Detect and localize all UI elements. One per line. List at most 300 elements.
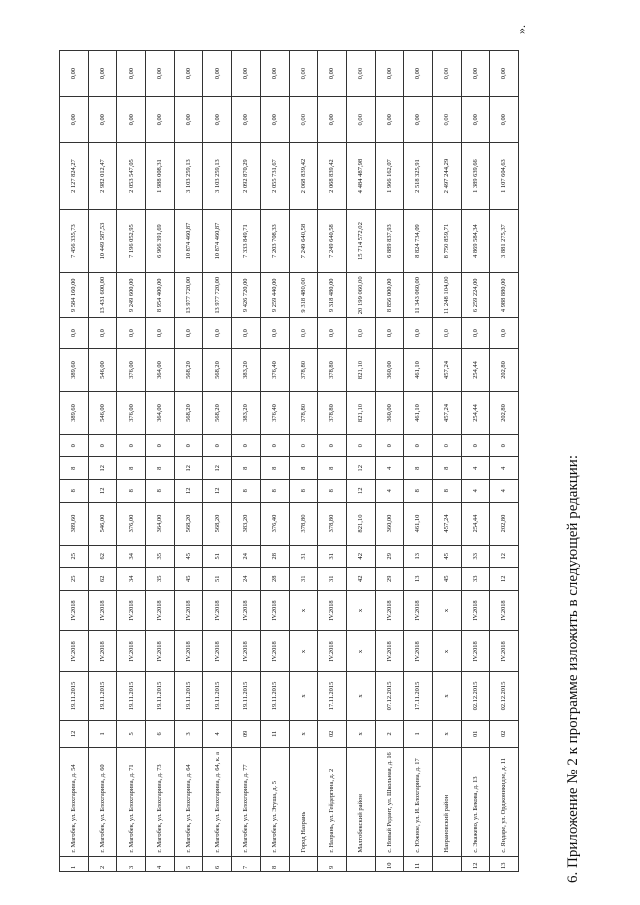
table-cell: 0 xyxy=(461,434,490,457)
table-cell: 3 xyxy=(174,720,203,748)
table-row xyxy=(146,51,175,872)
table-cell: 0,00 xyxy=(432,97,461,143)
table-cell: 12 xyxy=(203,457,232,480)
table-cell: 25 xyxy=(60,568,89,591)
table-cell: 51 xyxy=(203,568,232,591)
table-cell: 2 xyxy=(375,720,404,748)
table-cell: 0,00 xyxy=(117,51,146,97)
table-cell: 6 889 837,93 xyxy=(375,209,404,272)
table-cell: 376,00 xyxy=(117,392,146,435)
table-row xyxy=(289,51,318,872)
table-cell: 0,0 xyxy=(432,318,461,349)
table-cell: 11 xyxy=(260,720,289,748)
table-cell: 19.11.2015 xyxy=(203,672,232,720)
table-row xyxy=(432,51,461,872)
table-cell: 4 484 487,98 xyxy=(346,143,375,210)
table-cell: x xyxy=(432,720,461,748)
address-cell: с. Яндаре, ул. Орджоникидзе, д. 11 xyxy=(490,748,519,857)
table-cell: 1 389 639,66 xyxy=(461,143,490,210)
table-cell: 0,00 xyxy=(260,51,289,97)
table-cell: 4 xyxy=(375,480,404,503)
table-cell: 7 249 640,58 xyxy=(318,209,347,272)
table-cell: x xyxy=(289,631,318,672)
table-cell: IV.2018 xyxy=(88,590,117,631)
table-cell: 0 xyxy=(404,434,433,457)
table-cell: 8 xyxy=(232,457,261,480)
table-cell: 2 982 012,47 xyxy=(88,143,117,210)
table-cell: 3 103 259,13 xyxy=(203,143,232,210)
table-cell: x xyxy=(432,672,461,720)
table-cell: 1 xyxy=(60,856,89,871)
table-cell: 376,40 xyxy=(260,349,289,392)
table-cell: 28 xyxy=(260,545,289,568)
table-cell: 0,00 xyxy=(88,97,117,143)
table-cell: IV.2018 xyxy=(117,590,146,631)
table-cell: 383,20 xyxy=(232,349,261,392)
address-cell: Малгобекский район xyxy=(346,748,375,857)
table-cell: 6 259 224,00 xyxy=(461,273,490,318)
table-cell: x xyxy=(289,590,318,631)
table-cell: 202,80 xyxy=(490,349,519,392)
table-cell: 31 xyxy=(289,545,318,568)
table-cell: 11 xyxy=(404,856,433,871)
table-cell: 19.11.2015 xyxy=(60,672,89,720)
table-row xyxy=(318,51,347,872)
table-cell: 821,10 xyxy=(346,502,375,545)
table-cell: 45 xyxy=(432,545,461,568)
address-cell: г. Магобек, ул. Блохгарииа, д. 54 xyxy=(60,748,89,857)
table-cell: 2 092 870,29 xyxy=(232,143,261,210)
table-cell: 457,24 xyxy=(432,349,461,392)
table-cell: 4 xyxy=(490,457,519,480)
table-cell: 0 xyxy=(146,434,175,457)
table-row xyxy=(490,51,519,872)
table-cell: 34 xyxy=(117,568,146,591)
table-row xyxy=(174,51,203,872)
table-cell: 8 xyxy=(146,480,175,503)
table-cell: IV.2018 xyxy=(146,590,175,631)
appendix-heading: 6. Приложение № 2 к программе изложить в следующей редакции: xyxy=(565,455,581,883)
table-row xyxy=(375,51,404,872)
table-cell: 0,0 xyxy=(260,318,289,349)
table-cell: x xyxy=(346,672,375,720)
table-cell: 45 xyxy=(432,568,461,591)
table-cell: 9 249 600,00 xyxy=(117,273,146,318)
table-cell: IV.2018 xyxy=(232,590,261,631)
table-cell: x xyxy=(346,631,375,672)
table-cell: 24 xyxy=(232,568,261,591)
table-row xyxy=(203,51,232,872)
table-cell: 0,00 xyxy=(461,51,490,97)
table-cell: 7 xyxy=(232,856,261,871)
table-cell: 2 518 325,91 xyxy=(404,143,433,210)
closing-quote: ». xyxy=(514,25,528,34)
table-cell: 360,00 xyxy=(375,349,404,392)
table-cell: IV.2018 xyxy=(404,631,433,672)
table-cell: 0,00 xyxy=(490,51,519,97)
table-cell: 12 xyxy=(88,480,117,503)
table-cell: 13 xyxy=(404,568,433,591)
table-cell: 360,00 xyxy=(375,392,404,435)
address-cell: г. Магобек, ул. Блохгарииа, д. 71 xyxy=(117,748,146,857)
table-cell: 2 068 839,42 xyxy=(318,143,347,210)
table-cell: 12 xyxy=(203,480,232,503)
address-cell: г. Назрань, ул. Гейдергина, д. 2 xyxy=(318,748,347,857)
address-cell: г. Магобек, ул. Блохгарииа, д. 77 xyxy=(232,748,261,857)
table-cell: 13 xyxy=(490,856,519,871)
table-cell: 9 426 720,00 xyxy=(232,273,261,318)
table-cell: 07.12.2015 xyxy=(375,672,404,720)
table-cell: 389,60 xyxy=(60,392,89,435)
table-cell: 10 874 460,87 xyxy=(174,209,203,272)
table-cell: 0,00 xyxy=(174,51,203,97)
table-cell: 0,00 xyxy=(318,97,347,143)
table-cell: 5 xyxy=(117,720,146,748)
table-cell: 0,0 xyxy=(174,318,203,349)
table-cell: IV.2018 xyxy=(146,631,175,672)
table-cell: 0,00 xyxy=(346,51,375,97)
table-cell: 378,80 xyxy=(289,349,318,392)
table-cell: 4 xyxy=(490,480,519,503)
table-cell: 62 xyxy=(88,545,117,568)
table-cell: 0,0 xyxy=(60,318,89,349)
table-cell: 0 xyxy=(203,434,232,457)
table-cell: 12 xyxy=(174,480,203,503)
table-cell: 0,00 xyxy=(260,97,289,143)
table-cell: 31 xyxy=(289,568,318,591)
table-cell: 0,0 xyxy=(117,318,146,349)
table-cell: 01 xyxy=(461,720,490,748)
table-cell: 0,0 xyxy=(404,318,433,349)
table-cell: 15 714 572,02 xyxy=(346,209,375,272)
table-row xyxy=(232,51,261,872)
table-cell: IV.2018 xyxy=(203,631,232,672)
table-cell: 1 107 604,63 xyxy=(490,143,519,210)
table-cell: 34 xyxy=(117,545,146,568)
table-cell: 0 xyxy=(88,434,117,457)
table-cell: 202,80 xyxy=(490,392,519,435)
table-cell: 0 xyxy=(232,434,261,457)
table-row xyxy=(88,51,117,872)
table-cell: 0,0 xyxy=(461,318,490,349)
table-cell: 376,40 xyxy=(260,392,289,435)
table-cell: 3 103 259,13 xyxy=(174,143,203,210)
table-cell: 9 xyxy=(318,856,347,871)
table-cell: 45 xyxy=(174,545,203,568)
table-cell: 461,10 xyxy=(404,392,433,435)
table-cell: 461,10 xyxy=(404,502,433,545)
table-cell xyxy=(289,856,318,871)
table-cell: 0 xyxy=(490,434,519,457)
address-cell: с. Новый Редант, ул. Школьная, д. 16 xyxy=(375,748,404,857)
table-cell: 3 881 275,37 xyxy=(490,209,519,272)
table-cell: 8 xyxy=(260,856,289,871)
table-cell: 8 xyxy=(260,457,289,480)
table-cell: 19.11.2015 xyxy=(88,672,117,720)
table-cell: 0,0 xyxy=(203,318,232,349)
table-cell: 568,20 xyxy=(174,349,203,392)
table-cell: 254,44 xyxy=(461,349,490,392)
table-cell: x xyxy=(432,631,461,672)
table-cell: IV.2018 xyxy=(375,631,404,672)
table-cell: 19.11.2015 xyxy=(117,672,146,720)
table-cell: 821,10 xyxy=(346,392,375,435)
table-cell: 29 xyxy=(375,545,404,568)
table-cell: 4 xyxy=(203,720,232,748)
table-cell: 10 874 460,87 xyxy=(203,209,232,272)
address-cell: г. Магобек, ул. Блохгарииа, д. 73 xyxy=(146,748,175,857)
table-cell: 821,10 xyxy=(346,349,375,392)
address-cell: с. Экажево, ул. Бекова, д. 13 xyxy=(461,748,490,857)
address-cell: с. Южное, ул. И. Блохгарииа, д. 17 xyxy=(404,748,433,857)
table-cell: 11 343 060,00 xyxy=(404,273,433,318)
table-cell: 0,00 xyxy=(88,51,117,97)
table-cell: 383,20 xyxy=(232,392,261,435)
table-cell: 2 127 824,27 xyxy=(60,143,89,210)
table-cell: 12 xyxy=(174,457,203,480)
table-cell: 0,0 xyxy=(88,318,117,349)
table-cell: 254,44 xyxy=(461,502,490,545)
table-cell: 31 xyxy=(318,545,347,568)
table-cell: IV.2018 xyxy=(232,631,261,672)
table-cell: 1 xyxy=(404,720,433,748)
table-cell: 11 248 104,00 xyxy=(432,273,461,318)
table-cell: 2 053 547,05 xyxy=(117,143,146,210)
table-cell: 376,00 xyxy=(117,502,146,545)
table-cell: IV.2018 xyxy=(60,590,89,631)
table-cell: 376,40 xyxy=(260,502,289,545)
table-cell: 0,00 xyxy=(117,97,146,143)
table-cell: IV.2018 xyxy=(60,631,89,672)
table-cell: 17.11.2015 xyxy=(404,672,433,720)
table-cell: 457,24 xyxy=(432,392,461,435)
table-cell: 0,00 xyxy=(146,51,175,97)
table-cell: 4 xyxy=(461,480,490,503)
table-cell: 0,0 xyxy=(490,318,519,349)
table-cell: 0,00 xyxy=(146,97,175,143)
table-cell: 383,20 xyxy=(232,502,261,545)
table-cell: 02 xyxy=(318,720,347,748)
table-cell: 568,20 xyxy=(203,502,232,545)
table-cell: 8 xyxy=(404,457,433,480)
table-cell: 24 xyxy=(232,545,261,568)
table-cell: 389,60 xyxy=(60,502,89,545)
table-cell: 0,00 xyxy=(203,51,232,97)
table-cell: 12 xyxy=(60,720,89,748)
table-cell: x xyxy=(289,720,318,748)
table-cell: 2 055 731,67 xyxy=(260,143,289,210)
table-cell: 0,00 xyxy=(232,97,261,143)
table-cell: 0,00 xyxy=(375,97,404,143)
table-cell: IV.2018 xyxy=(117,631,146,672)
table-cell: IV.2018 xyxy=(88,631,117,672)
table-cell: 0,0 xyxy=(346,318,375,349)
table-row xyxy=(404,51,433,872)
table-cell: 4 988 880,00 xyxy=(490,273,519,318)
table-cell: 3 xyxy=(117,856,146,871)
table-cell: 360,00 xyxy=(375,502,404,545)
table-cell: 7 249 640,58 xyxy=(289,209,318,272)
table-cell: 02.12.2015 xyxy=(461,672,490,720)
table-cell: 42 xyxy=(346,545,375,568)
address-cell: Назрановский район xyxy=(432,748,461,857)
table-cell: 19.11.2015 xyxy=(260,672,289,720)
table-cell: 0 xyxy=(260,434,289,457)
table-cell: 376,00 xyxy=(117,349,146,392)
table-cell: 33 xyxy=(461,568,490,591)
table-cell: 9 318 480,00 xyxy=(318,273,347,318)
table-cell: 20 199 060,00 xyxy=(346,273,375,318)
table-cell: IV.2018 xyxy=(318,631,347,672)
table-cell: 35 xyxy=(146,545,175,568)
table-cell: x xyxy=(432,590,461,631)
table-cell: 0 xyxy=(432,434,461,457)
table-cell: 0,0 xyxy=(289,318,318,349)
table-cell: IV.2018 xyxy=(318,590,347,631)
table-cell: 09 xyxy=(232,720,261,748)
table-cell: 5 xyxy=(174,856,203,871)
table-cell: 378,80 xyxy=(318,502,347,545)
table-cell: 389,60 xyxy=(60,349,89,392)
table-cell: 568,20 xyxy=(203,349,232,392)
table-cell: 33 xyxy=(461,545,490,568)
table-cell: 28 xyxy=(260,568,289,591)
table-cell: 0,0 xyxy=(146,318,175,349)
table-cell: 1 966 162,07 xyxy=(375,143,404,210)
address-cell: г. Магобек, ул. Блохгарииа, д. 64 xyxy=(174,748,203,857)
table-cell: 6 xyxy=(203,856,232,871)
table-cell: 4 869 584,34 xyxy=(461,209,490,272)
table-cell: 568,20 xyxy=(174,502,203,545)
table-cell: IV.2018 xyxy=(461,590,490,631)
table-cell: 546,00 xyxy=(88,392,117,435)
table-cell: 31 xyxy=(318,568,347,591)
table-cell: 568,20 xyxy=(203,392,232,435)
table-cell: 546,00 xyxy=(88,349,117,392)
table-cell: IV.2018 xyxy=(174,631,203,672)
table-cell: 0,00 xyxy=(432,51,461,97)
table-cell: 254,44 xyxy=(461,392,490,435)
table-cell: 8 750 859,71 xyxy=(432,209,461,272)
table-row xyxy=(346,51,375,872)
table-cell: 0 xyxy=(60,434,89,457)
table-cell: 568,20 xyxy=(174,392,203,435)
table-cell: 0 xyxy=(318,434,347,457)
table-cell: 12 xyxy=(346,480,375,503)
table-cell: 9 259 440,00 xyxy=(260,273,289,318)
table-cell: IV.2018 xyxy=(490,631,519,672)
table-cell: x xyxy=(346,720,375,748)
table-cell: 6 xyxy=(146,720,175,748)
table-cell: 0,00 xyxy=(289,51,318,97)
table-cell: 202,80 xyxy=(490,502,519,545)
table-cell: 0 xyxy=(174,434,203,457)
table-cell: 378,80 xyxy=(289,502,318,545)
table-cell: 378,80 xyxy=(289,392,318,435)
table-cell: IV.2018 xyxy=(203,590,232,631)
table-cell: 378,80 xyxy=(318,392,347,435)
table-cell: 0,00 xyxy=(461,97,490,143)
address-cell: Город Назрань xyxy=(289,748,318,857)
table-cell: 0,00 xyxy=(60,97,89,143)
table-cell: 1 xyxy=(88,720,117,748)
housing-program-table xyxy=(59,50,519,872)
table-cell: IV.2018 xyxy=(260,631,289,672)
table-cell: 10 449 587,53 xyxy=(88,209,117,272)
table-cell: 9 584 160,00 xyxy=(60,273,89,318)
table-cell: IV.2018 xyxy=(260,590,289,631)
table-cell: 457,24 xyxy=(432,502,461,545)
table-cell: 0,00 xyxy=(404,97,433,143)
table-cell: 0 xyxy=(117,434,146,457)
table-cell: 8 xyxy=(260,480,289,503)
table-cell: 4 xyxy=(146,856,175,871)
table-cell: 12 xyxy=(490,568,519,591)
table-cell: 8 xyxy=(318,480,347,503)
table-cell: 62 xyxy=(88,568,117,591)
table-cell: 19.11.2015 xyxy=(232,672,261,720)
table-cell: 8 856 000,00 xyxy=(375,273,404,318)
table-cell: 7 333 849,71 xyxy=(232,209,261,272)
table-cell: IV.2018 xyxy=(375,590,404,631)
table-cell: 1 988 008,31 xyxy=(146,143,175,210)
table-cell: 8 xyxy=(60,457,89,480)
table-cell: IV.2018 xyxy=(404,590,433,631)
table-cell: 364,00 xyxy=(146,502,175,545)
table-cell: 8 824 734,09 xyxy=(404,209,433,272)
table-cell: x xyxy=(289,672,318,720)
table-cell: 02.12.2015 xyxy=(490,672,519,720)
table-cell: 0,0 xyxy=(318,318,347,349)
table-cell: 0 xyxy=(375,434,404,457)
table-cell: 0,00 xyxy=(375,51,404,97)
table-cell xyxy=(432,856,461,871)
table-cell: 51 xyxy=(203,545,232,568)
table-cell: 19.11.2015 xyxy=(146,672,175,720)
table-cell: 0,00 xyxy=(203,97,232,143)
table-cell: 8 xyxy=(432,457,461,480)
table-cell: 9 318 480,00 xyxy=(289,273,318,318)
table-cell: 0,0 xyxy=(232,318,261,349)
table-cell: 13 xyxy=(404,545,433,568)
table-cell: 8 xyxy=(289,457,318,480)
table-cell: 4 xyxy=(375,457,404,480)
table-cell: 12 xyxy=(490,545,519,568)
table-cell: 6 966 391,69 xyxy=(146,209,175,272)
table-cell: 8 xyxy=(289,480,318,503)
table-cell: 25 xyxy=(60,545,89,568)
table-cell: 02 xyxy=(490,720,519,748)
table-cell: 12 xyxy=(88,457,117,480)
table-cell: 29 xyxy=(375,568,404,591)
table-cell: 8 xyxy=(232,480,261,503)
table-cell: 364,00 xyxy=(146,349,175,392)
table-cell: 0 xyxy=(289,434,318,457)
table-cell: 2 xyxy=(88,856,117,871)
table-cell: 0,00 xyxy=(60,51,89,97)
table-cell: 0,00 xyxy=(318,51,347,97)
table-cell: 2 497 244,29 xyxy=(432,143,461,210)
table-cell: IV.2018 xyxy=(461,631,490,672)
table-cell: 364,00 xyxy=(146,392,175,435)
table-cell: 8 xyxy=(146,457,175,480)
table-cell: 19.11.2015 xyxy=(174,672,203,720)
table-cell: IV.2018 xyxy=(174,590,203,631)
table-cell: 4 xyxy=(461,457,490,480)
table-cell: 7 203 708,33 xyxy=(260,209,289,272)
table-cell: 0,0 xyxy=(375,318,404,349)
table-cell: 0,00 xyxy=(289,97,318,143)
